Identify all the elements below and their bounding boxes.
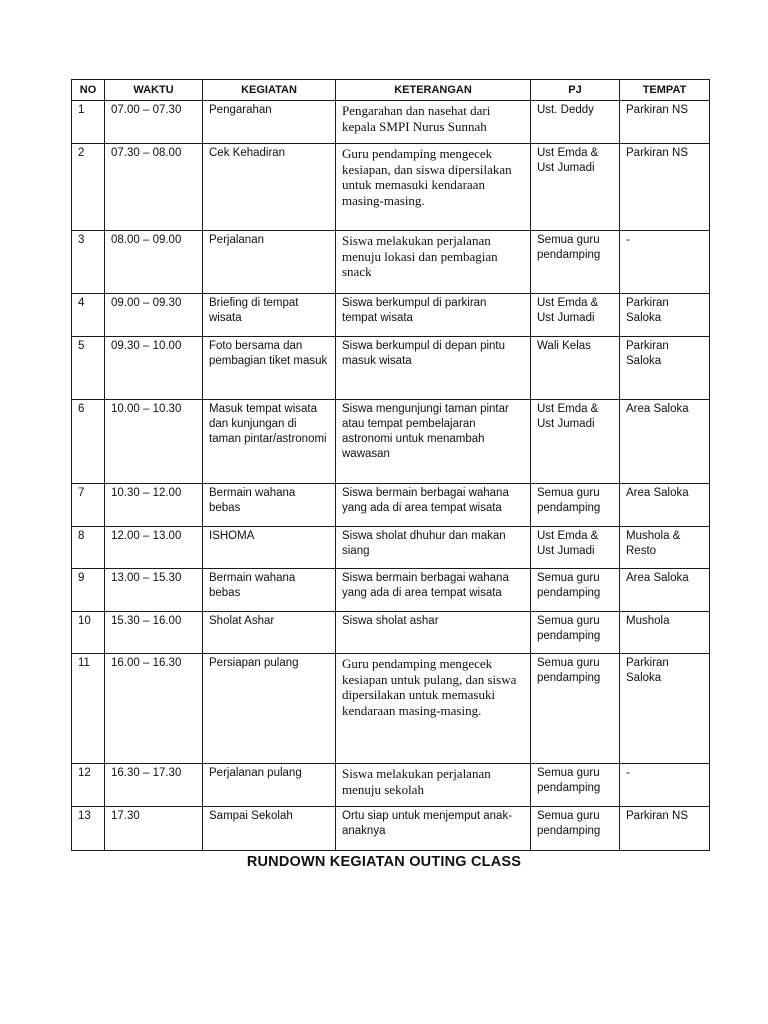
- cell-tempat: -: [620, 231, 710, 294]
- table-row: [72, 144, 710, 231]
- cell-pj: Semua guru pendamping: [531, 569, 620, 612]
- table-row: [72, 569, 710, 612]
- cell-pj: Wali Kelas: [531, 337, 620, 400]
- cell-waktu: 12.00 – 13.00: [105, 527, 203, 569]
- header-tempat: TEMPAT: [620, 80, 710, 101]
- cell-keterangan: Siswa mengunjungi taman pintar atau tempat pembelajaran astronomi untuk menambah wawasan: [336, 400, 531, 484]
- cell-waktu: 09.30 – 10.00: [105, 337, 203, 400]
- cell-tempat: Mushola & Resto: [620, 527, 710, 569]
- header-waktu: WAKTU: [105, 80, 203, 101]
- cell-no: 3: [72, 231, 105, 294]
- table-row: [72, 484, 710, 527]
- cell-pj: Semua guru pendamping: [531, 484, 620, 527]
- cell-tempat: Mushola: [620, 612, 710, 654]
- header-pj: PJ: [531, 80, 620, 101]
- cell-no: 9: [72, 569, 105, 612]
- cell-kegiatan: ISHOMA: [203, 527, 336, 569]
- cell-waktu: 16.30 – 17.30: [105, 764, 203, 807]
- cell-tempat: Area Saloka: [620, 484, 710, 527]
- cell-waktu: 15.30 – 16.00: [105, 612, 203, 654]
- cell-no: 8: [72, 527, 105, 569]
- table-row: [72, 294, 710, 337]
- cell-no: 13: [72, 807, 105, 851]
- cell-kegiatan: Perjalanan pulang: [203, 764, 336, 807]
- cell-kegiatan: Masuk tempat wisata dan kunjungan di taman pintar/astronomi: [203, 400, 336, 484]
- page-title: RUNDOWN KEGIATAN OUTING CLASS: [246, 854, 522, 870]
- cell-no: 4: [72, 294, 105, 337]
- cell-kegiatan: Briefing di tempat wisata: [203, 294, 336, 337]
- cell-keterangan: Siswa sholat ashar: [336, 612, 531, 654]
- cell-waktu: 17.30: [105, 807, 203, 851]
- cell-keterangan: Siswa berkumpul di parkiran tempat wisata: [336, 294, 531, 337]
- cell-waktu: 08.00 – 09.00: [105, 231, 203, 294]
- cell-no: 1: [72, 101, 105, 144]
- cell-tempat: Area Saloka: [620, 400, 710, 484]
- rundown-table: [71, 79, 710, 851]
- cell-waktu: 10.00 – 10.30: [105, 400, 203, 484]
- cell-keterangan: Ortu siap untuk menjemput anak-anaknya: [336, 807, 531, 851]
- cell-tempat: Parkiran NS: [620, 144, 710, 231]
- cell-waktu: 13.00 – 15.30: [105, 569, 203, 612]
- cell-keterangan: Siswa berkumpul di depan pintu masuk wisata: [336, 337, 531, 400]
- cell-keterangan: Siswa bermain berbagai wahana yang ada di area tempat wisata: [336, 569, 531, 612]
- cell-keterangan: Guru pendamping mengecek kesiapan, dan siswa dipersilakan untuk memasuki kendaraan masing-masing.: [336, 144, 531, 231]
- cell-tempat: Parkiran NS: [620, 807, 710, 851]
- cell-keterangan: Siswa bermain berbagai wahana yang ada di area tempat wisata: [336, 484, 531, 527]
- cell-kegiatan: Bermain wahana bebas: [203, 569, 336, 612]
- table-row: [72, 400, 710, 484]
- cell-kegiatan: Foto bersama dan pembagian tiket masuk: [203, 337, 336, 400]
- cell-pj: Ust Emda & Ust Jumadi: [531, 400, 620, 484]
- cell-pj: Ust Emda & Ust Jumadi: [531, 527, 620, 569]
- header-keterangan: KETERANGAN: [336, 80, 531, 101]
- cell-waktu: 09.00 – 09.30: [105, 294, 203, 337]
- cell-pj: Semua guru pendamping: [531, 807, 620, 851]
- cell-tempat: Area Saloka: [620, 569, 710, 612]
- table-row: [72, 764, 710, 807]
- cell-pj: Ust Emda & Ust Jumadi: [531, 294, 620, 337]
- cell-no: 5: [72, 337, 105, 400]
- cell-pj: Ust Emda & Ust Jumadi: [531, 144, 620, 231]
- header-kegiatan: KEGIATAN: [203, 80, 336, 101]
- cell-tempat: -: [620, 764, 710, 807]
- cell-keterangan: Siswa melakukan perjalanan menuju lokasi dan pembagian snack: [336, 231, 531, 294]
- header-no: NO: [72, 80, 105, 101]
- cell-waktu: 16.00 – 16.30: [105, 654, 203, 764]
- table-row: [72, 231, 710, 294]
- table-row: [72, 612, 710, 654]
- cell-kegiatan: Persiapan pulang: [203, 654, 336, 764]
- cell-kegiatan: Perjalanan: [203, 231, 336, 294]
- cell-pj: Semua guru pendamping: [531, 612, 620, 654]
- cell-pj: Semua guru pendamping: [531, 231, 620, 294]
- cell-no: 7: [72, 484, 105, 527]
- cell-keterangan: Siswa sholat dhuhur dan makan siang: [336, 527, 531, 569]
- cell-tempat: Parkiran Saloka: [620, 294, 710, 337]
- cell-kegiatan: Sampai Sekolah: [203, 807, 336, 851]
- cell-no: 2: [72, 144, 105, 231]
- table-row: [72, 101, 710, 144]
- cell-no: 11: [72, 654, 105, 764]
- cell-waktu: 07.30 – 08.00: [105, 144, 203, 231]
- cell-pj: Semua guru pendamping: [531, 764, 620, 807]
- cell-no: 6: [72, 400, 105, 484]
- cell-keterangan: Pengarahan dan nasehat dari kepala SMPI Nurus Sunnah: [336, 101, 531, 144]
- table-header-row: [72, 80, 710, 101]
- cell-tempat: Parkiran Saloka: [620, 337, 710, 400]
- cell-no: 12: [72, 764, 105, 807]
- table-row: [72, 527, 710, 569]
- cell-no: 10: [72, 612, 105, 654]
- cell-keterangan: Guru pendamping mengecek kesiapan untuk pulang, dan siswa dipersilakan untuk memasuki kendaraan masing-masing.: [336, 654, 531, 764]
- cell-tempat: Parkiran Saloka: [620, 654, 710, 764]
- cell-keterangan: Siswa melakukan perjalanan menuju sekolah: [336, 764, 531, 807]
- cell-waktu: 10.30 – 12.00: [105, 484, 203, 527]
- table-row: [72, 337, 710, 400]
- cell-tempat: Parkiran NS: [620, 101, 710, 144]
- cell-pj: Semua guru pendamping: [531, 654, 620, 764]
- table-row: [72, 807, 710, 851]
- cell-kegiatan: Pengarahan: [203, 101, 336, 144]
- cell-kegiatan: Bermain wahana bebas: [203, 484, 336, 527]
- cell-kegiatan: Sholat Ashar: [203, 612, 336, 654]
- cell-waktu: 07.00 – 07.30: [105, 101, 203, 144]
- cell-kegiatan: Cek Kehadiran: [203, 144, 336, 231]
- cell-pj: Ust. Deddy: [531, 101, 620, 144]
- table-row: [72, 654, 710, 764]
